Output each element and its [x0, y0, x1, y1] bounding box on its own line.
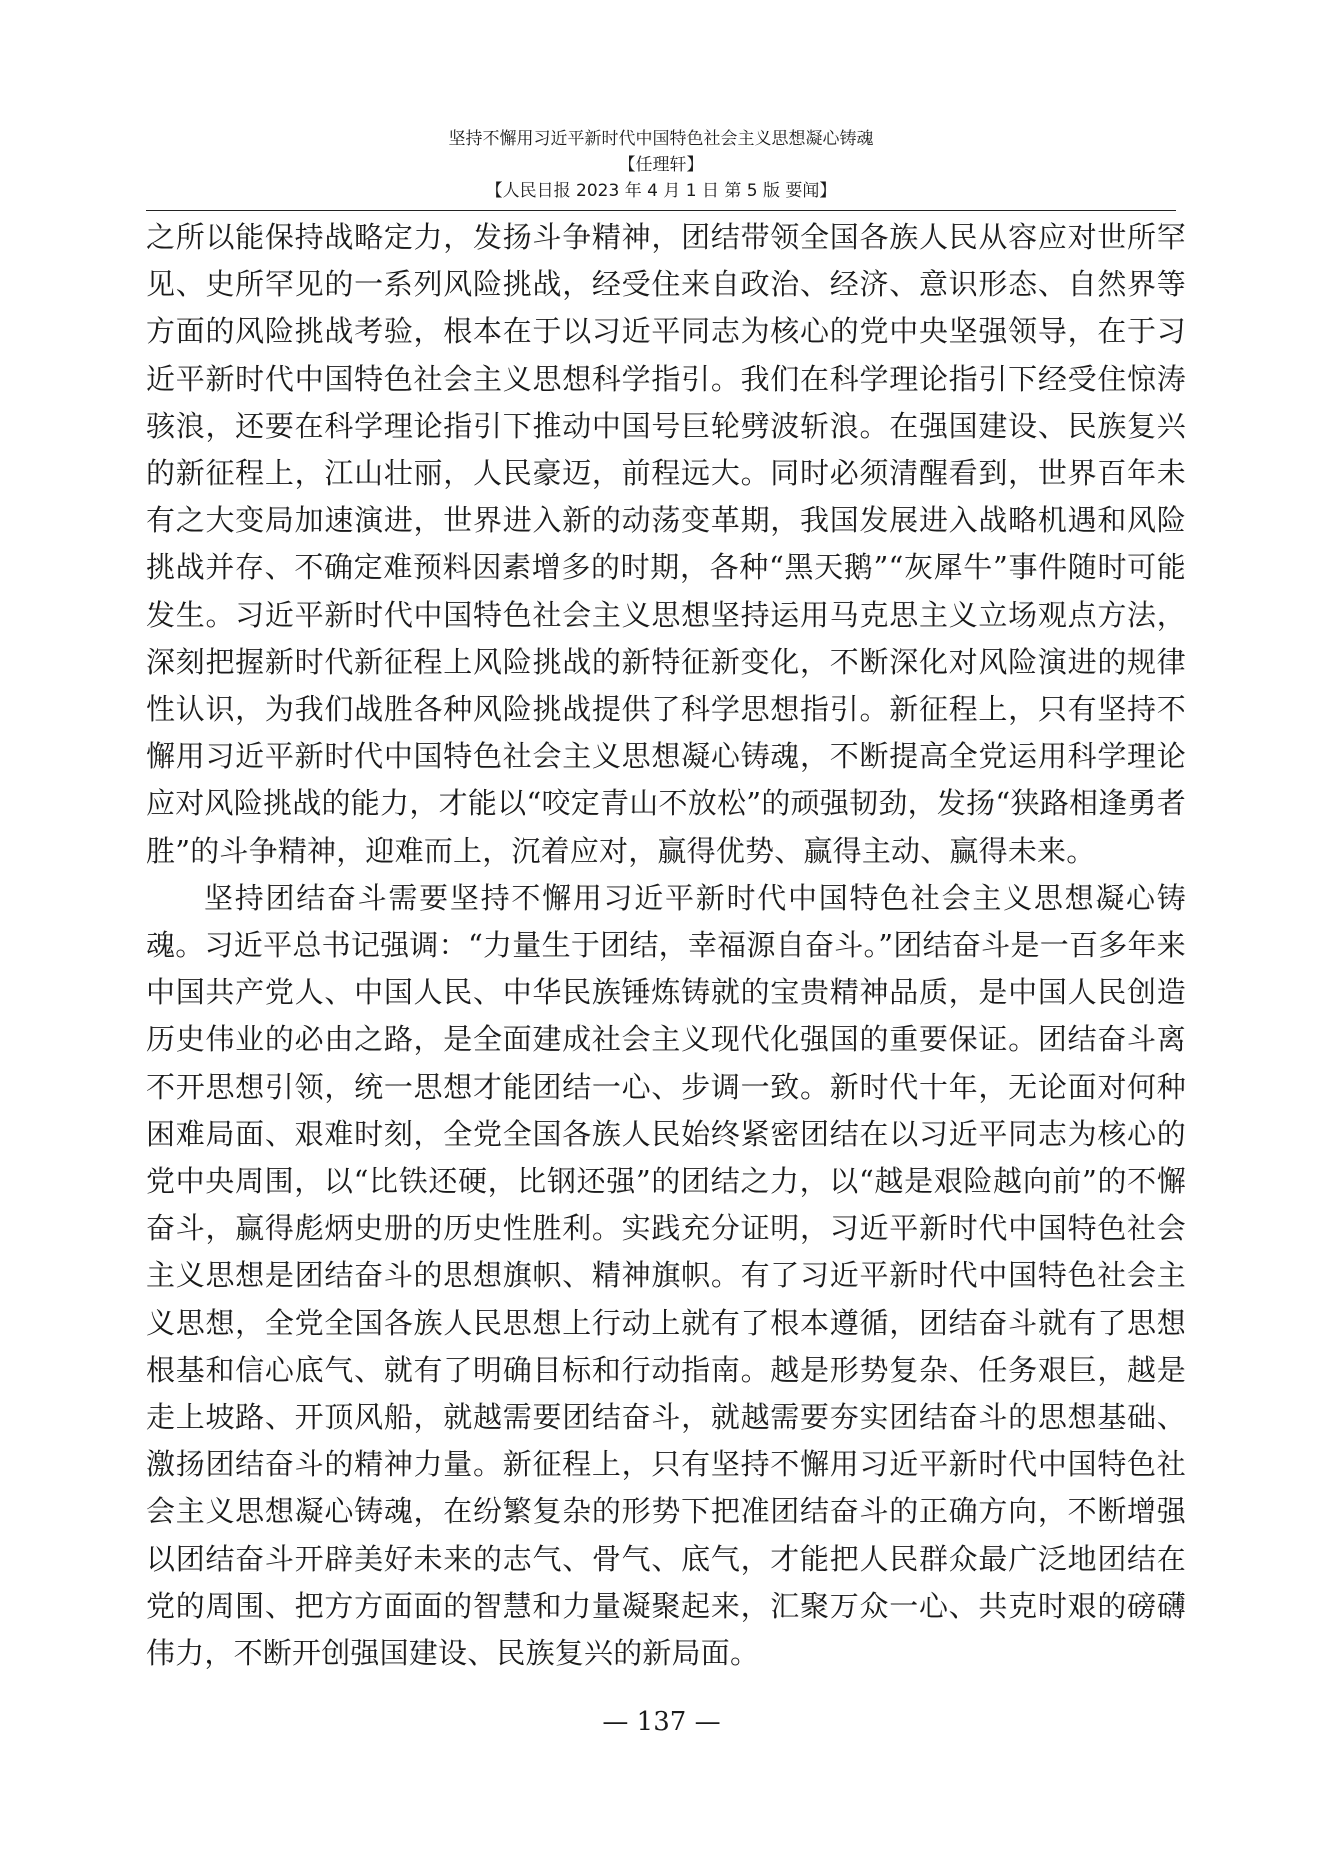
paragraph-unity-struggle: 坚持团结奋斗需要坚持不懈用习近平新时代中国特色社会主义思想凝心铸魂。习近平总书记强调：“力量生于团结，幸福源自奋斗。”团结奋斗是一百多年来中国共产党人、中国人民、中华民族锤炼铸就的宝贵精神品质，是中国人民创造历史伟业的必由之路，是全面建成社会主义现代化强国的重要保证。团结奋斗离不开思想引领，统一思想才能团结一心、步调一致。新时代十年，无论面对何种困难局面、艰难时刻，全党全国各族人民始终紧密团结在以习近平同志为核心的党中央周围，以“比铁还硬，比钢还强”的团结之力，以“越是艰险越向前”的不懈奋斗，赢得彪炳史册的历史性胜利。实践充分证明，习近平新时代中国特色社会主义思想是团结奋斗的思想旗帜、精神旗帜。有了习近平新时代中国特色社会主义思想，全党全国各族人民思想上行动上就有了根本遵循，团结奋斗就有了思想根基和信心底气、就有了明确目标和行动指南。越是形势复杂、任务艰巨，越是走上坡路、开顶风船，就越需要团结奋斗，就越需要夯实团结奋斗的思想基础、激扬团结奋斗的精神力量。新征程上，只有坚持不懈用习近平新时代中国特色社会主义思想凝心铸魂，在纷繁复杂的形势下把准团结奋斗的正确方向，不断增强以团结奋斗开辟美好未来的志气、骨气、底气，才能把人民群众最广泛地团结在党的周围、把方方面面的智慧和力量凝聚起来，汇聚万众一心、共克时艰的磅礴伟力，不断开创强国建设、民族复兴的新局面。: [146, 880, 1186, 1671]
header-divider: [146, 210, 1176, 211]
header-source: 【人民日报 2023 年 4 月 1 日 第 5 版 要闻】: [485, 181, 837, 201]
header-title: 坚持不懈用习近平新时代中国特色社会主义思想凝心铸魂: [448, 129, 874, 149]
page-number: — 137 —: [602, 1707, 721, 1737]
paragraph-continued: 之所以能保持战略定力，发扬斗争精神，团结带领全国各族人民从容应对世所罕见、史所罕见的一系列风险挑战，经受住来自政治、经济、意识形态、自然界等方面的风险挑战考验，根本在于以习近平同志为核心的党中央坚强领导，在于习近平新时代中国特色社会主义思想科学指引。我们在科学理论指引下经受住惊涛骇浪，还要在科学理论指引下推动中国号巨轮劈波斩浪。在强国建设、民族复兴的新征程上，江山壮丽，人民豪迈，前程远大。同时必须清醒看到，世界百年未有之大变局加速演进，世界进入新的动荡变革期，我国发展进入战略机遇和风险挑战并存、不确定难预料因素增多的时期，各种“黑天鹅”“灰犀牛”事件随时可能发生。习近平新时代中国特色社会主义思想坚持运用马克思主义立场观点方法，深刻把握新时代新征程上风险挑战的新特征新变化，不断深化对风险演进的规律性认识，为我们战胜各种风险挑战提供了科学思想指引。新征程上，只有坚持不懈用习近平新时代中国特色社会主义思想凝心铸魂，不断提高全党运用科学理论应对风险挑战的能力，才能以“咬定青山不放松”的顽强韧劲，发扬“狭路相逢勇者胜”的斗争精神，迎难而上，沉着应对，赢得优势、赢得主动、赢得未来。: [146, 220, 1186, 868]
header-author: 【任理轩】: [618, 155, 704, 175]
running-header: [146, 126, 1176, 204]
article-body: [146, 214, 1186, 1677]
